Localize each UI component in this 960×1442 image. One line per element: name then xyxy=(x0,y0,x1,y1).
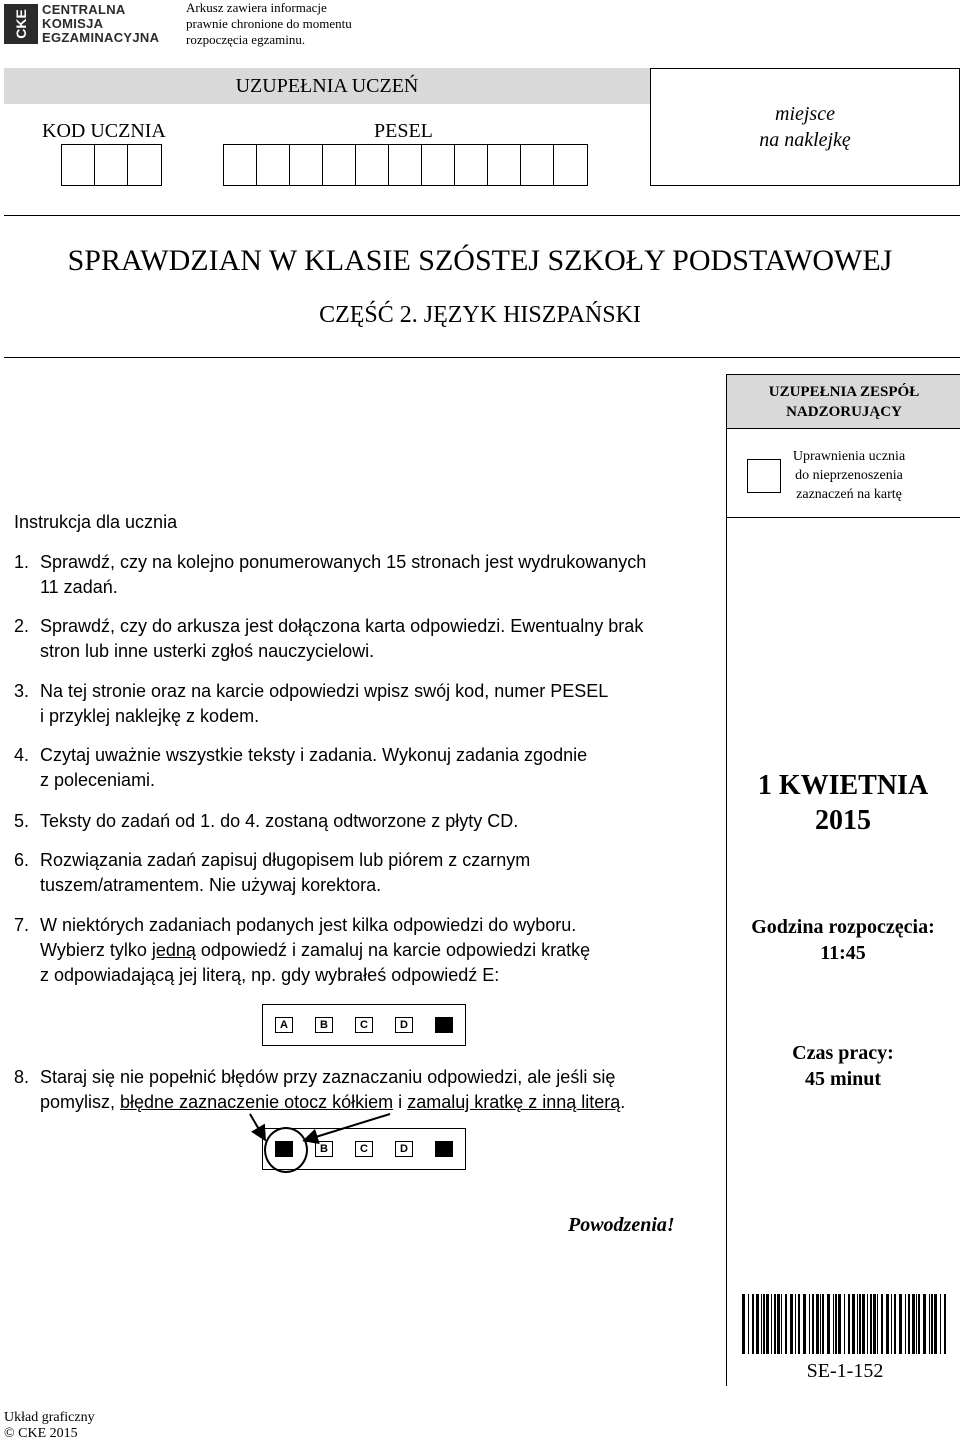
instruction-item: 1. Sprawdź, czy na kolejno ponumerowanych 15 stronach jest wydrukowanych 11 zadań. xyxy=(14,552,647,597)
kod-cell[interactable] xyxy=(128,145,161,185)
divider xyxy=(4,357,960,358)
barcode-bar xyxy=(894,1294,896,1354)
barcode-bar xyxy=(748,1294,749,1354)
footer: Układ graficzny © CKE 2015 xyxy=(4,1410,95,1441)
pesel-cell[interactable] xyxy=(521,145,554,185)
start-time: Godzina rozpoczęcia: 11:45 xyxy=(751,916,935,964)
pesel-label: PESEL xyxy=(374,120,433,142)
right-column xyxy=(726,374,960,1386)
answer-box-d: D xyxy=(395,1017,413,1033)
instruction-item: 4. Czytaj uważnie wszystkie teksty i zadania. Wykonuj zadania zgodnie z poleceniami. xyxy=(14,745,588,790)
instruction-item: 7. W niektórych zadaniach podanych jest kilka odpowiedzi do wyboru. Wybierz tylko jedną odpowiedź i zamaluj na karcie odpowiedzi kratkę z odpowiadającą jej literą, np. gdy wybrałeś odpowiedź E: xyxy=(14,915,591,985)
answer-box-e-filled xyxy=(435,1141,453,1157)
barcode-bar xyxy=(881,1294,883,1354)
kod-cell[interactable] xyxy=(62,145,95,185)
barcode-bar xyxy=(877,1294,878,1354)
example-answer-row xyxy=(262,1004,466,1046)
barcode-bar xyxy=(835,1294,837,1354)
barcode-bar xyxy=(916,1294,917,1354)
uprawnienia-checkbox[interactable] xyxy=(747,459,781,493)
pesel-cell[interactable] xyxy=(323,145,356,185)
cke-logo xyxy=(4,4,174,46)
kod-ucznia-label: KOD UCZNIA xyxy=(42,120,166,142)
correction-circle-icon xyxy=(264,1127,308,1173)
confidentiality-notice: Arkusz zawiera informacje prawnie chronione do momentu rozpoczęcia egzaminu. xyxy=(186,0,352,47)
pesel-cells[interactable] xyxy=(223,144,588,186)
duration: Czas pracy: 45 minut xyxy=(792,1042,894,1090)
barcode-bar xyxy=(833,1294,834,1354)
divider xyxy=(4,215,960,216)
barcode-bar xyxy=(929,1294,930,1354)
instructions-title: Instrukcja dla ucznia xyxy=(14,512,178,532)
barcode-bar xyxy=(812,1294,814,1354)
barcode-icon xyxy=(740,1294,950,1354)
barcode-bar xyxy=(870,1294,872,1354)
barcode-bar xyxy=(891,1294,892,1354)
pesel-cell[interactable] xyxy=(455,145,488,185)
barcode-bar xyxy=(742,1294,745,1354)
barcode-code: SE-1-152 xyxy=(806,1360,884,1382)
barcode-bar xyxy=(816,1294,819,1354)
kod-ucznia-cells[interactable] xyxy=(61,144,162,186)
answer-box-a: A xyxy=(275,1017,293,1033)
answer-box-b: B xyxy=(315,1141,333,1157)
exam-date: 1 KWIETNIA 2015 xyxy=(757,770,929,836)
pesel-cell[interactable] xyxy=(488,145,521,185)
barcode-bar xyxy=(756,1294,759,1354)
answer-box-d: D xyxy=(395,1141,413,1157)
pesel-cell[interactable] xyxy=(224,145,257,185)
pesel-cell[interactable] xyxy=(554,145,587,185)
barcode-bar xyxy=(795,1294,796,1354)
answer-box-c: C xyxy=(355,1141,373,1157)
barcode-bar xyxy=(944,1294,946,1354)
barcode-bar xyxy=(752,1294,754,1354)
barcode-bar xyxy=(886,1294,889,1354)
barcode-bar xyxy=(912,1294,915,1354)
barcode-bar xyxy=(774,1294,776,1354)
barcode-bar xyxy=(867,1294,868,1354)
barcode-bar xyxy=(822,1294,824,1354)
barcode-bar xyxy=(777,1294,780,1354)
cke-logo-text: CENTRALNA KOMISJA EGZAMINACYJNA xyxy=(42,2,160,45)
uprawnienia-label: Uprawnienia ucznia do nieprzenoszenia zaznaczeń na kartę xyxy=(792,449,906,502)
exam-subtitle: CZĘŚĆ 2. JĘZYK HISZPAŃSKI xyxy=(319,302,641,328)
pesel-cell[interactable] xyxy=(422,145,455,185)
barcode-bar xyxy=(905,1294,906,1354)
student-fill-box xyxy=(4,68,650,186)
barcode-bar xyxy=(852,1294,855,1354)
barcode-bar xyxy=(763,1294,765,1354)
barcode-bar xyxy=(827,1294,830,1354)
barcode-bar xyxy=(838,1294,841,1354)
barcode-bar xyxy=(857,1294,858,1354)
barcode-bar xyxy=(761,1294,762,1354)
zespol-header: UZUPEŁNIA ZESPÓŁ NADZORUJĄCY xyxy=(727,375,960,429)
instruction-item: 8. Staraj się nie popełnić błędów przy zaznaczaniu odpowiedzi, ale jeśli się pomylisz, błędne zaznaczenie otocz kółkiem i zamaluj kratkę z inną literą. xyxy=(14,1067,626,1112)
answer-box-c: C xyxy=(355,1017,373,1033)
barcode-bar xyxy=(862,1294,865,1354)
cke-logo-mark: CKE xyxy=(4,4,38,44)
answer-box-e-filled xyxy=(435,1017,453,1033)
barcode-bar xyxy=(931,1294,933,1354)
barcode-bar xyxy=(940,1294,941,1354)
instruction-item: 3. Na tej stronie oraz na karcie odpowiedzi wpisz swój kod, numer PESEL i przyklej naklejkę z kodem. xyxy=(14,681,609,726)
barcode-bar xyxy=(923,1294,926,1354)
barcode-bar xyxy=(781,1294,782,1354)
barcode-bar xyxy=(785,1294,787,1354)
sticker-place: miejsce na naklejkę xyxy=(650,68,960,186)
barcode-bar xyxy=(848,1294,850,1354)
barcode-bar xyxy=(766,1294,769,1354)
exam-title: SPRAWDZIAN W KLASIE SZÓSTEJ SZKOŁY PODSTAWOWEJ xyxy=(67,244,893,277)
instruction-item: 6. Rozwiązania zadań zapisuj długopisem lub piórem z czarnym tuszem/atramentem. Nie używaj korektora. xyxy=(14,850,531,895)
barcode-bar xyxy=(803,1294,806,1354)
zespol-nadzorujacy-box xyxy=(727,374,960,518)
barcode-bar xyxy=(873,1294,876,1354)
barcode-bar xyxy=(798,1294,800,1354)
good-luck-text: Powodzenia! xyxy=(568,1214,675,1236)
instruction-item: 5. Teksty do zadań od 1. do 4. zostaną odtworzone z płyty CD. xyxy=(14,811,519,831)
pesel-cell[interactable] xyxy=(389,145,422,185)
pesel-cell[interactable] xyxy=(257,145,290,185)
pesel-cell[interactable] xyxy=(290,145,323,185)
barcode-bar xyxy=(820,1294,821,1354)
answer-box-b: B xyxy=(315,1017,333,1033)
barcode-bar xyxy=(809,1294,810,1354)
instruction-item: 2. Sprawdź, czy do arkusza jest dołączona karta odpowiedzi. Ewentualny brak stron lub inne usterki zgłoś nauczycielowi. xyxy=(14,616,644,661)
barcode-bar xyxy=(918,1294,920,1354)
barcode-bar xyxy=(859,1294,861,1354)
barcode-bar xyxy=(899,1294,902,1354)
pesel-cell[interactable] xyxy=(356,145,389,185)
student-box-header: UZUPEŁNIA UCZEŃ xyxy=(4,68,650,104)
barcode-bar xyxy=(908,1294,910,1354)
barcode-bar xyxy=(844,1294,845,1354)
kod-cell[interactable] xyxy=(95,145,128,185)
barcode-bar xyxy=(790,1294,793,1354)
barcode-bar xyxy=(771,1294,772,1354)
barcode-bar xyxy=(934,1294,937,1354)
